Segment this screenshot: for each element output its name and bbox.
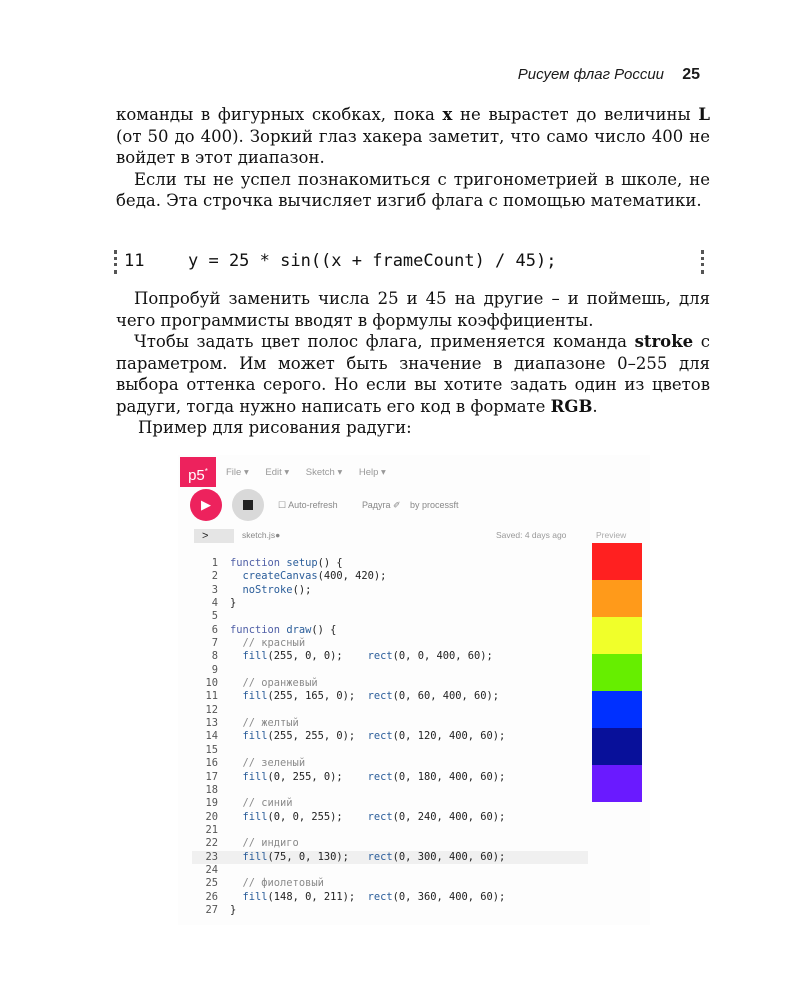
line-number: 21 <box>205 823 218 836</box>
line-code: fill(255, 0, 0); rect(0, 0, 400, 60); <box>242 650 493 663</box>
page-number: 25 <box>682 66 700 83</box>
paragraph-5: Пример для рисования радуги: <box>138 418 412 437</box>
line-number: 19 <box>205 797 218 810</box>
code-line <box>192 824 588 837</box>
code-line <box>192 771 588 784</box>
code-line <box>192 597 588 610</box>
line-number: 17 <box>205 770 218 783</box>
line-number: 22 <box>205 837 218 850</box>
line-code: createCanvas(400, 420); <box>242 570 387 583</box>
line-number: 6 <box>211 623 218 636</box>
line-number: 5 <box>211 610 218 623</box>
code-line <box>192 891 588 904</box>
stop-button[interactable] <box>232 489 264 521</box>
line-number: 18 <box>205 783 218 796</box>
code-line <box>192 904 588 917</box>
code-editor[interactable] <box>192 557 588 917</box>
preview-strip <box>592 654 642 691</box>
preview-strip <box>592 580 642 617</box>
preview-strip <box>592 728 642 765</box>
code-line <box>192 570 588 583</box>
preview-strip <box>592 765 642 802</box>
line-number: 27 <box>205 903 218 916</box>
line-number: 20 <box>205 810 218 823</box>
chapter-title: Рисуем флаг России <box>517 66 665 83</box>
menu-help[interactable]: Help ▾ <box>358 467 386 478</box>
line-code: function draw() { <box>230 623 337 636</box>
line-code: // зеленый <box>230 757 306 770</box>
line-code: noStroke(); <box>242 583 312 596</box>
line-number: 24 <box>205 863 218 876</box>
line-number: 12 <box>205 703 218 716</box>
line-number: 14 <box>205 730 218 743</box>
code-line <box>192 637 588 650</box>
line-number: 16 <box>205 757 218 770</box>
code-line <box>192 744 588 757</box>
line-code: // синий <box>230 797 293 810</box>
preview-strip <box>592 543 642 580</box>
line-number: 1 <box>211 557 218 569</box>
play-button[interactable]: ▶ <box>190 489 222 521</box>
text-block-bottom <box>116 288 710 439</box>
saved-status: Saved: 4 days ago <box>496 530 567 540</box>
line-number: 4 <box>211 597 218 610</box>
line-code: // желтый <box>230 717 299 730</box>
code-line <box>192 690 588 703</box>
code-line <box>192 557 588 570</box>
code-example <box>116 250 710 276</box>
line-number: 3 <box>211 583 218 596</box>
line-number: 23 <box>205 850 218 863</box>
code-text: y = 25 * sin((x + frameCount) / 45); <box>188 251 557 271</box>
paragraph-1: команды в фигурных скобках, пока x не вырастет до величины L (от 50 до 400). Зоркий глаз хакера заметит, что само число 400 не войдет в этот диапазон. <box>116 105 710 167</box>
code-line <box>192 851 588 864</box>
line-code: } <box>230 903 237 916</box>
file-name: sketch.js● <box>242 530 281 540</box>
code-line <box>192 784 588 797</box>
line-code: // индиго <box>230 837 299 850</box>
line-code: fill(75, 0, 130); rect(0, 300, 400, 60); <box>242 850 506 863</box>
paragraph-2: Если ты не успел познакомиться с тригонометрией в школе, не беда. Эта строчка вычисляет изгиб флага с помощью математики. <box>116 169 710 210</box>
menu-file[interactable]: File ▾ <box>226 467 249 478</box>
running-head <box>518 66 700 84</box>
code-line <box>192 797 588 810</box>
line-code: fill(0, 0, 255); rect(0, 240, 400, 60); <box>242 810 506 823</box>
menu-edit[interactable]: Edit ▾ <box>265 467 290 478</box>
line-number: 10 <box>205 677 218 690</box>
code-line <box>192 864 588 877</box>
code-line <box>192 717 588 730</box>
line-number: 25 <box>205 877 218 890</box>
code-line <box>192 650 588 663</box>
line-number: 15 <box>205 743 218 756</box>
line-code: } <box>230 597 237 610</box>
code-line-number: 11 <box>124 251 145 271</box>
line-number: 2 <box>211 570 218 583</box>
preview-strip <box>592 617 642 654</box>
line-code: // оранжевый <box>230 677 318 690</box>
line-number: 13 <box>205 717 218 730</box>
paragraph-3: Попробуй заменить числа 25 и 45 на другие – и поймешь, для чего программисты вводят в формулы коэффициенты. <box>116 289 710 330</box>
project-name[interactable]: Радуга ✐ <box>362 500 401 510</box>
line-code: fill(255, 255, 0); rect(0, 120, 400, 60); <box>242 730 506 743</box>
line-code: fill(255, 165, 0); rect(0, 60, 400, 60); <box>242 690 500 703</box>
line-code: fill(148, 0, 211); rect(0, 360, 400, 60); <box>242 890 506 903</box>
code-line <box>192 730 588 743</box>
line-code: fill(0, 255, 0); rect(0, 180, 400, 60); <box>242 770 506 783</box>
preview-label: Preview <box>596 530 627 540</box>
p5-editor-screenshot <box>178 455 650 925</box>
code-line <box>192 877 588 890</box>
line-number: 11 <box>205 690 218 703</box>
line-number: 8 <box>211 650 218 663</box>
auto-refresh-checkbox[interactable]: ☐ Auto-refresh <box>278 500 338 510</box>
code-line <box>192 677 588 690</box>
preview-strip <box>592 691 642 728</box>
p5-logo: p5* <box>180 457 216 487</box>
sidebar-toggle-button[interactable]: > <box>194 529 234 543</box>
menu-bar <box>226 467 400 478</box>
line-code: function setup() { <box>230 557 343 569</box>
code-marker-left <box>114 250 121 274</box>
menu-sketch[interactable]: Sketch ▾ <box>305 467 343 478</box>
line-code: // красный <box>230 637 306 650</box>
code-line <box>192 624 588 637</box>
line-number: 9 <box>211 663 218 676</box>
paragraph-4: Чтобы задать цвет полос флага, применяется команда stroke с параметром. Им может быть значение в диапазоне 0–255 для выбора оттенка серого. Но если вы хотите задать один из цветов радуги, тогда нужно написать его код в формате RGB. <box>116 332 710 416</box>
line-code: // фиолетовый <box>230 877 324 890</box>
code-line <box>192 837 588 850</box>
project-author: by processft <box>410 500 459 510</box>
code-line <box>192 811 588 824</box>
code-marker-right <box>701 250 708 274</box>
line-number: 26 <box>205 890 218 903</box>
code-line <box>192 584 588 597</box>
code-line <box>192 757 588 770</box>
line-number: 7 <box>211 637 218 650</box>
code-line <box>192 664 588 677</box>
text-block-top <box>116 104 710 212</box>
code-line <box>192 704 588 717</box>
code-line <box>192 610 588 623</box>
